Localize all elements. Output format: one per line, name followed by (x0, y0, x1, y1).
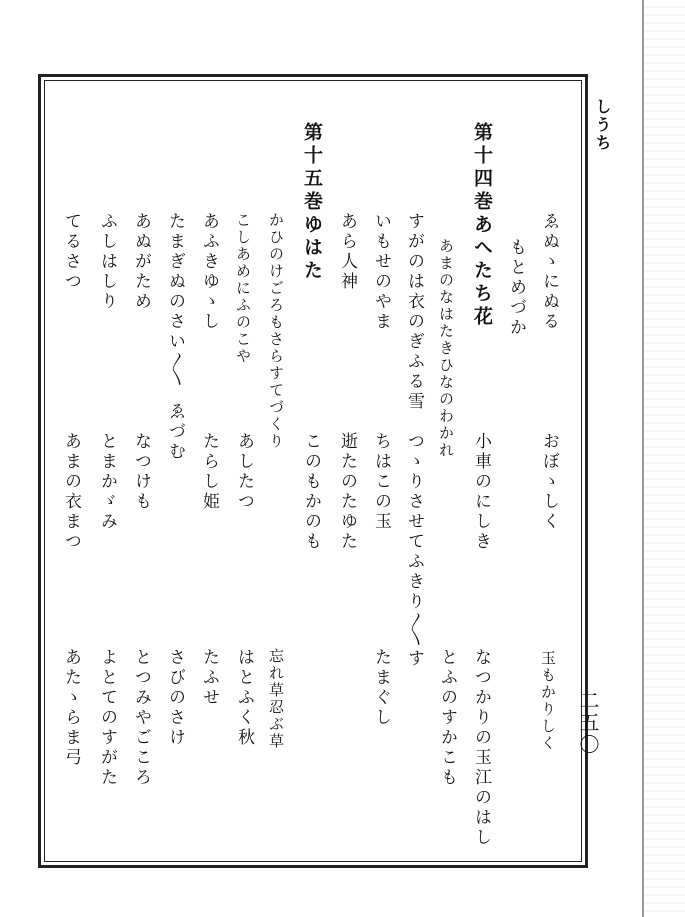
page-number: 二五〇 (576, 690, 600, 756)
entry: とまかゞみ (97, 432, 117, 532)
entry: このもかのも (301, 432, 321, 552)
entry: すがのは衣のぎふる雪 (404, 212, 424, 412)
entry: おぼゝしく (539, 432, 559, 532)
entry: あまの衣まつ (61, 432, 81, 552)
entry: 玉もかりしく (539, 650, 557, 752)
entry: ゑぬゝにぬる (539, 212, 559, 332)
entry: あふきゆゝし (199, 212, 219, 332)
entry: たふせ (199, 648, 219, 708)
entry: 逝たのたゆた (337, 432, 357, 552)
entry: つゝりさせてふきり〳〵す (404, 432, 424, 669)
entry: ちはこの玉 (371, 432, 391, 532)
entry: あまのなはたきひなのわかれ (437, 238, 455, 459)
chapter-heading: 第十五巻ゆはた (301, 122, 323, 283)
entry: てるさつ (61, 212, 81, 292)
entry: なつかりの玉江のはし (471, 648, 491, 848)
entry: なつけも (131, 432, 151, 512)
chapter-heading: 第十四巻あへたち花 (471, 122, 493, 329)
entry: さびのさけ (165, 648, 185, 748)
page-edge (645, 0, 685, 917)
entry: 小車のにしき (471, 432, 491, 552)
entry: いもせのやま (371, 212, 391, 332)
entry: かひのけごろもさらすてづくり (267, 212, 285, 450)
entry: たらし姫 (199, 432, 219, 512)
entry: 忘れ草忍ぶ草 (267, 648, 285, 750)
entry: あたゝらま弓 (61, 648, 81, 768)
entry: あぬがため (131, 212, 151, 312)
entry: よとてのすがた (97, 648, 117, 788)
entry: はとふく秋 (234, 648, 254, 748)
entry: たまぎぬのさい〳〵 (165, 212, 185, 389)
entry: とふのすかこも (437, 648, 457, 788)
entry: あしたつ (234, 432, 254, 512)
entry: ふしはしり (97, 212, 117, 312)
entry: あら人神 (337, 212, 357, 292)
entry: たまぐし (371, 648, 391, 728)
entry: こしあめにふのこや (234, 212, 252, 365)
entry: ゑづむ (165, 402, 185, 462)
running-header: しうち (593, 98, 612, 152)
page-edge-line (642, 0, 644, 917)
entry: とつみやごころ (131, 648, 151, 788)
entry: もとめづか (506, 238, 526, 338)
